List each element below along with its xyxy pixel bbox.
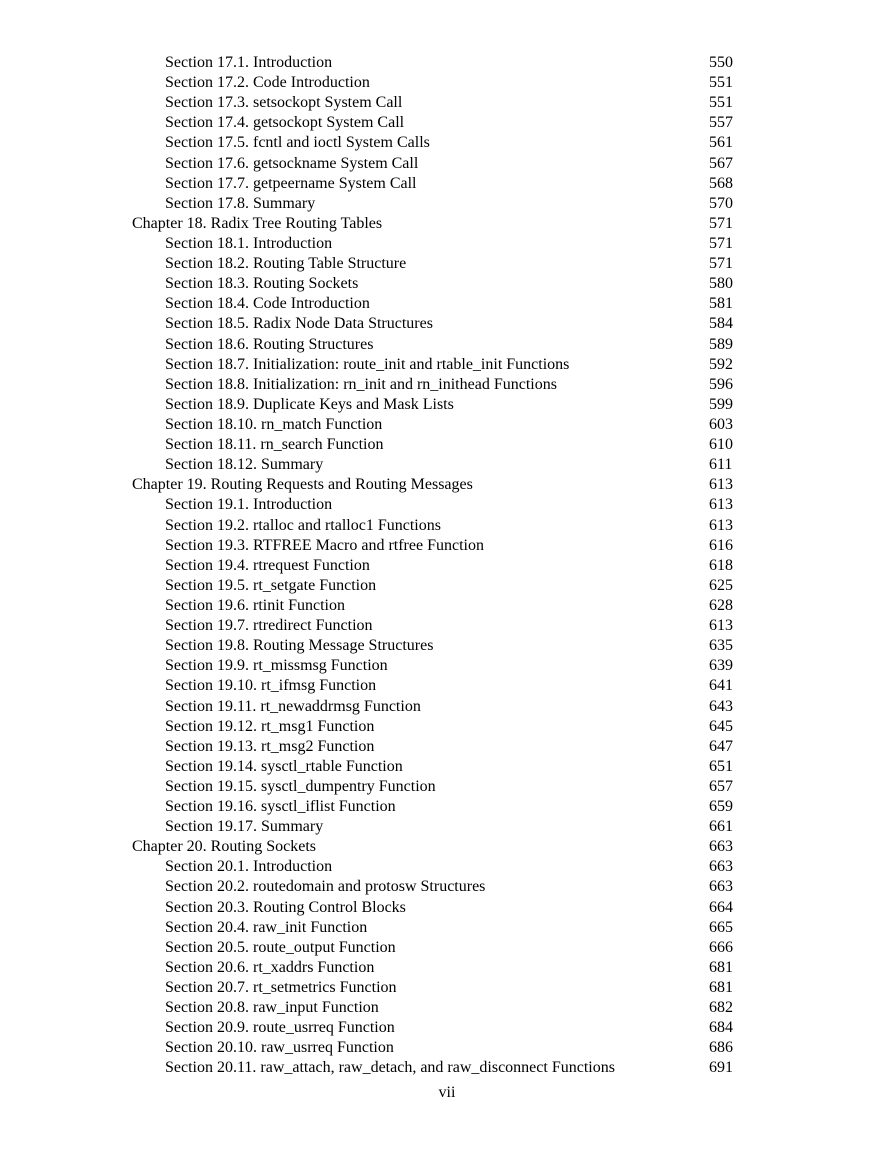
table-of-contents [0, 53, 894, 1079]
toc-entry-title: Section 18.3. Routing Sockets [165, 275, 359, 293]
toc-entry-page: 651 [709, 757, 733, 775]
toc-entry-title: Section 17.3. setsockopt System Call [165, 94, 403, 112]
toc-entry-title: Section 19.13. rt_msg2 Function [165, 737, 375, 755]
toc-entry-title: Section 19.4. rtrequest Function [165, 556, 370, 574]
toc-section-entry [0, 797, 894, 817]
toc-entry-page: 639 [709, 657, 733, 675]
toc-entry-title: Section 20.5. route_output Function [165, 938, 396, 956]
toc-entry-page: 691 [709, 1059, 733, 1077]
toc-entry-title: Section 17.2. Code Introduction [165, 74, 370, 92]
toc-entry-page: 613 [709, 516, 733, 534]
toc-entry-page: 659 [709, 798, 733, 816]
toc-entry-page: 681 [709, 958, 733, 976]
toc-section-entry [0, 777, 894, 797]
toc-section-entry [0, 938, 894, 958]
toc-entry-title: Section 18.6. Routing Structures [165, 335, 374, 353]
toc-entry-page: 613 [709, 496, 733, 514]
toc-section-entry [0, 1058, 894, 1078]
toc-entry-title: Section 17.6. getsockname System Call [165, 154, 419, 172]
toc-entry-title: Section 18.1. Introduction [165, 234, 333, 252]
toc-entry-title: Section 18.11. rn_search Function [165, 436, 384, 454]
toc-entry-page: 571 [709, 234, 733, 252]
toc-entry-title: Chapter 18. Radix Tree Routing Tables [132, 214, 383, 232]
toc-entry-title: Section 18.2. Routing Table Structure [165, 255, 407, 273]
toc-entry-page: 661 [709, 818, 733, 836]
toc-entry-title: Section 19.5. rt_setgate Function [165, 576, 377, 594]
toc-entry-title: Section 18.4. Code Introduction [165, 295, 370, 313]
toc-entry-page: 641 [709, 677, 733, 695]
toc-section-entry [0, 676, 894, 696]
toc-entry-title: Section 20.7. rt_setmetrics Function [165, 979, 397, 997]
toc-entry-page: 628 [709, 596, 733, 614]
toc-section-entry [0, 455, 894, 475]
toc-section-entry [0, 415, 894, 435]
toc-entry-page: 551 [709, 74, 733, 92]
toc-section-entry [0, 536, 894, 556]
toc-entry-page: 561 [709, 134, 733, 152]
toc-entry-title: Section 20.8. raw_input Function [165, 999, 379, 1017]
toc-entry-page: 592 [709, 355, 733, 373]
toc-entry-title: Section 18.7. Initialization: route_init and rtable_init Functions [165, 355, 570, 373]
toc-section-entry [0, 636, 894, 656]
toc-entry-title: Section 20.6. rt_xaddrs Function [165, 958, 375, 976]
toc-section-entry [0, 697, 894, 717]
toc-entry-title: Section 18.8. Initialization: rn_init and rn_inithead Functions [165, 375, 557, 393]
toc-section-entry [0, 314, 894, 334]
toc-section-entry [0, 958, 894, 978]
toc-section-entry [0, 877, 894, 897]
toc-section-entry [0, 998, 894, 1018]
toc-entry-page: 618 [709, 556, 733, 574]
toc-entry-page: 616 [709, 536, 733, 554]
toc-entry-title: Chapter 20. Routing Sockets [132, 838, 316, 856]
toc-section-entry [0, 898, 894, 918]
toc-entry-title: Section 19.3. RTFREE Macro and rtfree Function [165, 536, 484, 554]
toc-entry-title: Section 20.1. Introduction [165, 858, 333, 876]
toc-section-entry [0, 918, 894, 938]
toc-section-entry [0, 737, 894, 757]
toc-entry-page: 663 [709, 858, 733, 876]
toc-section-entry [0, 596, 894, 616]
toc-entry-title: Section 17.1. Introduction [165, 54, 333, 71]
toc-section-entry [0, 395, 894, 415]
toc-entry-title: Section 19.15. sysctl_dumpentry Function [165, 777, 436, 795]
toc-entry-title: Section 18.12. Summary [165, 456, 324, 474]
toc-entry-page: 625 [709, 576, 733, 594]
toc-entry-title: Section 19.11. rt_newaddrmsg Function [165, 697, 421, 715]
toc-entry-title: Section 19.17. Summary [165, 818, 324, 836]
toc-entry-page: 550 [709, 54, 733, 71]
toc-entry-title: Section 19.9. rt_missmsg Function [165, 657, 388, 675]
toc-entry-title: Chapter 19. Routing Requests and Routing Messages [132, 476, 473, 494]
toc-entry-title: Section 19.6. rtinit Function [165, 596, 345, 614]
toc-entry-page: 686 [709, 1039, 733, 1057]
toc-section-entry [0, 53, 894, 73]
toc-entry-page: 567 [709, 154, 733, 172]
toc-section-entry [0, 757, 894, 777]
toc-section-entry [0, 495, 894, 515]
toc-entry-page: 571 [709, 214, 733, 232]
toc-entry-page: 684 [709, 1019, 733, 1037]
toc-entry-title: Section 20.10. raw_usrreq Function [165, 1039, 394, 1057]
toc-entry-page: 551 [709, 94, 733, 112]
toc-entry-page: 663 [709, 838, 733, 856]
toc-entry-page: 645 [709, 717, 733, 735]
toc-entry-title: Section 17.4. getsockopt System Call [165, 114, 405, 132]
toc-chapter-entry [0, 214, 894, 234]
toc-chapter-entry [0, 475, 894, 495]
toc-entry-page: 568 [709, 174, 733, 192]
toc-entry-title: Section 20.11. raw_attach, raw_detach, and raw_disconnect Functions [165, 1059, 615, 1077]
toc-entry-title: Section 20.2. routedomain and protosw Structures [165, 878, 486, 896]
toc-entry-page: 665 [709, 918, 733, 936]
toc-entry-page: 681 [709, 979, 733, 997]
toc-entry-page: 610 [709, 436, 733, 454]
toc-entry-page: 580 [709, 275, 733, 293]
toc-section-entry [0, 154, 894, 174]
toc-section-entry [0, 857, 894, 877]
toc-entry-title: Section 19.8. Routing Message Structures [165, 637, 434, 655]
toc-section-entry [0, 274, 894, 294]
toc-entry-page: 611 [709, 456, 733, 474]
toc-section-entry [0, 254, 894, 274]
toc-entry-title: Section 17.5. fcntl and ioctl System Calls [165, 134, 430, 152]
toc-entry-title: Section 19.12. rt_msg1 Function [165, 717, 375, 735]
toc-entry-title: Section 18.9. Duplicate Keys and Mask Lists [165, 395, 454, 413]
toc-section-entry [0, 656, 894, 676]
toc-entry-page: 657 [709, 777, 733, 795]
toc-section-entry [0, 1038, 894, 1058]
toc-section-entry [0, 1018, 894, 1038]
toc-entry-title: Section 19.7. rtredirect Function [165, 617, 373, 635]
toc-entry-page: 557 [709, 114, 733, 132]
toc-entry-page: 664 [709, 898, 733, 916]
toc-entry-page: 570 [709, 194, 733, 212]
toc-entry-page: 663 [709, 878, 733, 896]
toc-section-entry [0, 174, 894, 194]
toc-entry-title: Section 19.1. Introduction [165, 496, 333, 514]
toc-entry-title: Section 17.7. getpeername System Call [165, 174, 417, 192]
toc-section-entry [0, 73, 894, 93]
toc-entry-title: Section 19.14. sysctl_rtable Function [165, 757, 403, 775]
toc-section-entry [0, 294, 894, 314]
toc-section-entry [0, 113, 894, 133]
toc-entry-page: 635 [709, 637, 733, 655]
toc-entry-title: Section 19.16. sysctl_iflist Function [165, 798, 396, 816]
toc-section-entry [0, 817, 894, 837]
toc-section-entry [0, 556, 894, 576]
toc-entry-page: 603 [709, 415, 733, 433]
toc-entry-title: Section 20.3. Routing Control Blocks [165, 898, 406, 916]
toc-entry-title: Section 18.5. Radix Node Data Structures [165, 315, 433, 333]
toc-section-entry [0, 93, 894, 113]
toc-section-entry [0, 335, 894, 355]
toc-section-entry [0, 194, 894, 214]
toc-entry-title: Section 20.4. raw_init Function [165, 918, 368, 936]
toc-section-entry [0, 133, 894, 153]
toc-entry-page: 613 [709, 476, 733, 494]
toc-section-entry [0, 435, 894, 455]
toc-entry-page: 682 [709, 999, 733, 1017]
toc-entry-title: Section 19.10. rt_ifmsg Function [165, 677, 377, 695]
page-number: vii [438, 1084, 456, 1101]
toc-section-entry [0, 355, 894, 375]
toc-entry-title: Section 19.2. rtalloc and rtalloc1 Functions [165, 516, 441, 534]
toc-entry-page: 613 [709, 617, 733, 635]
toc-section-entry [0, 375, 894, 395]
toc-section-entry [0, 616, 894, 636]
toc-entry-page: 581 [709, 295, 733, 313]
toc-section-entry [0, 717, 894, 737]
toc-entry-page: 596 [709, 375, 733, 393]
toc-chapter-entry [0, 837, 894, 857]
toc-entry-page: 647 [709, 737, 733, 755]
toc-section-entry [0, 978, 894, 998]
toc-entry-page: 643 [709, 697, 733, 715]
toc-entry-page: 571 [709, 255, 733, 273]
toc-entry-title: Section 17.8. Summary [165, 194, 316, 212]
toc-entry-title: Section 18.10. rn_match Function [165, 415, 383, 433]
toc-entry-page: 589 [709, 335, 733, 353]
toc-entry-title: Section 20.9. route_usrreq Function [165, 1019, 395, 1037]
toc-entry-page: 599 [709, 395, 733, 413]
toc-section-entry [0, 576, 894, 596]
toc-entry-page: 666 [709, 938, 733, 956]
toc-entry-page: 584 [709, 315, 733, 333]
toc-section-entry [0, 516, 894, 536]
toc-section-entry [0, 234, 894, 254]
